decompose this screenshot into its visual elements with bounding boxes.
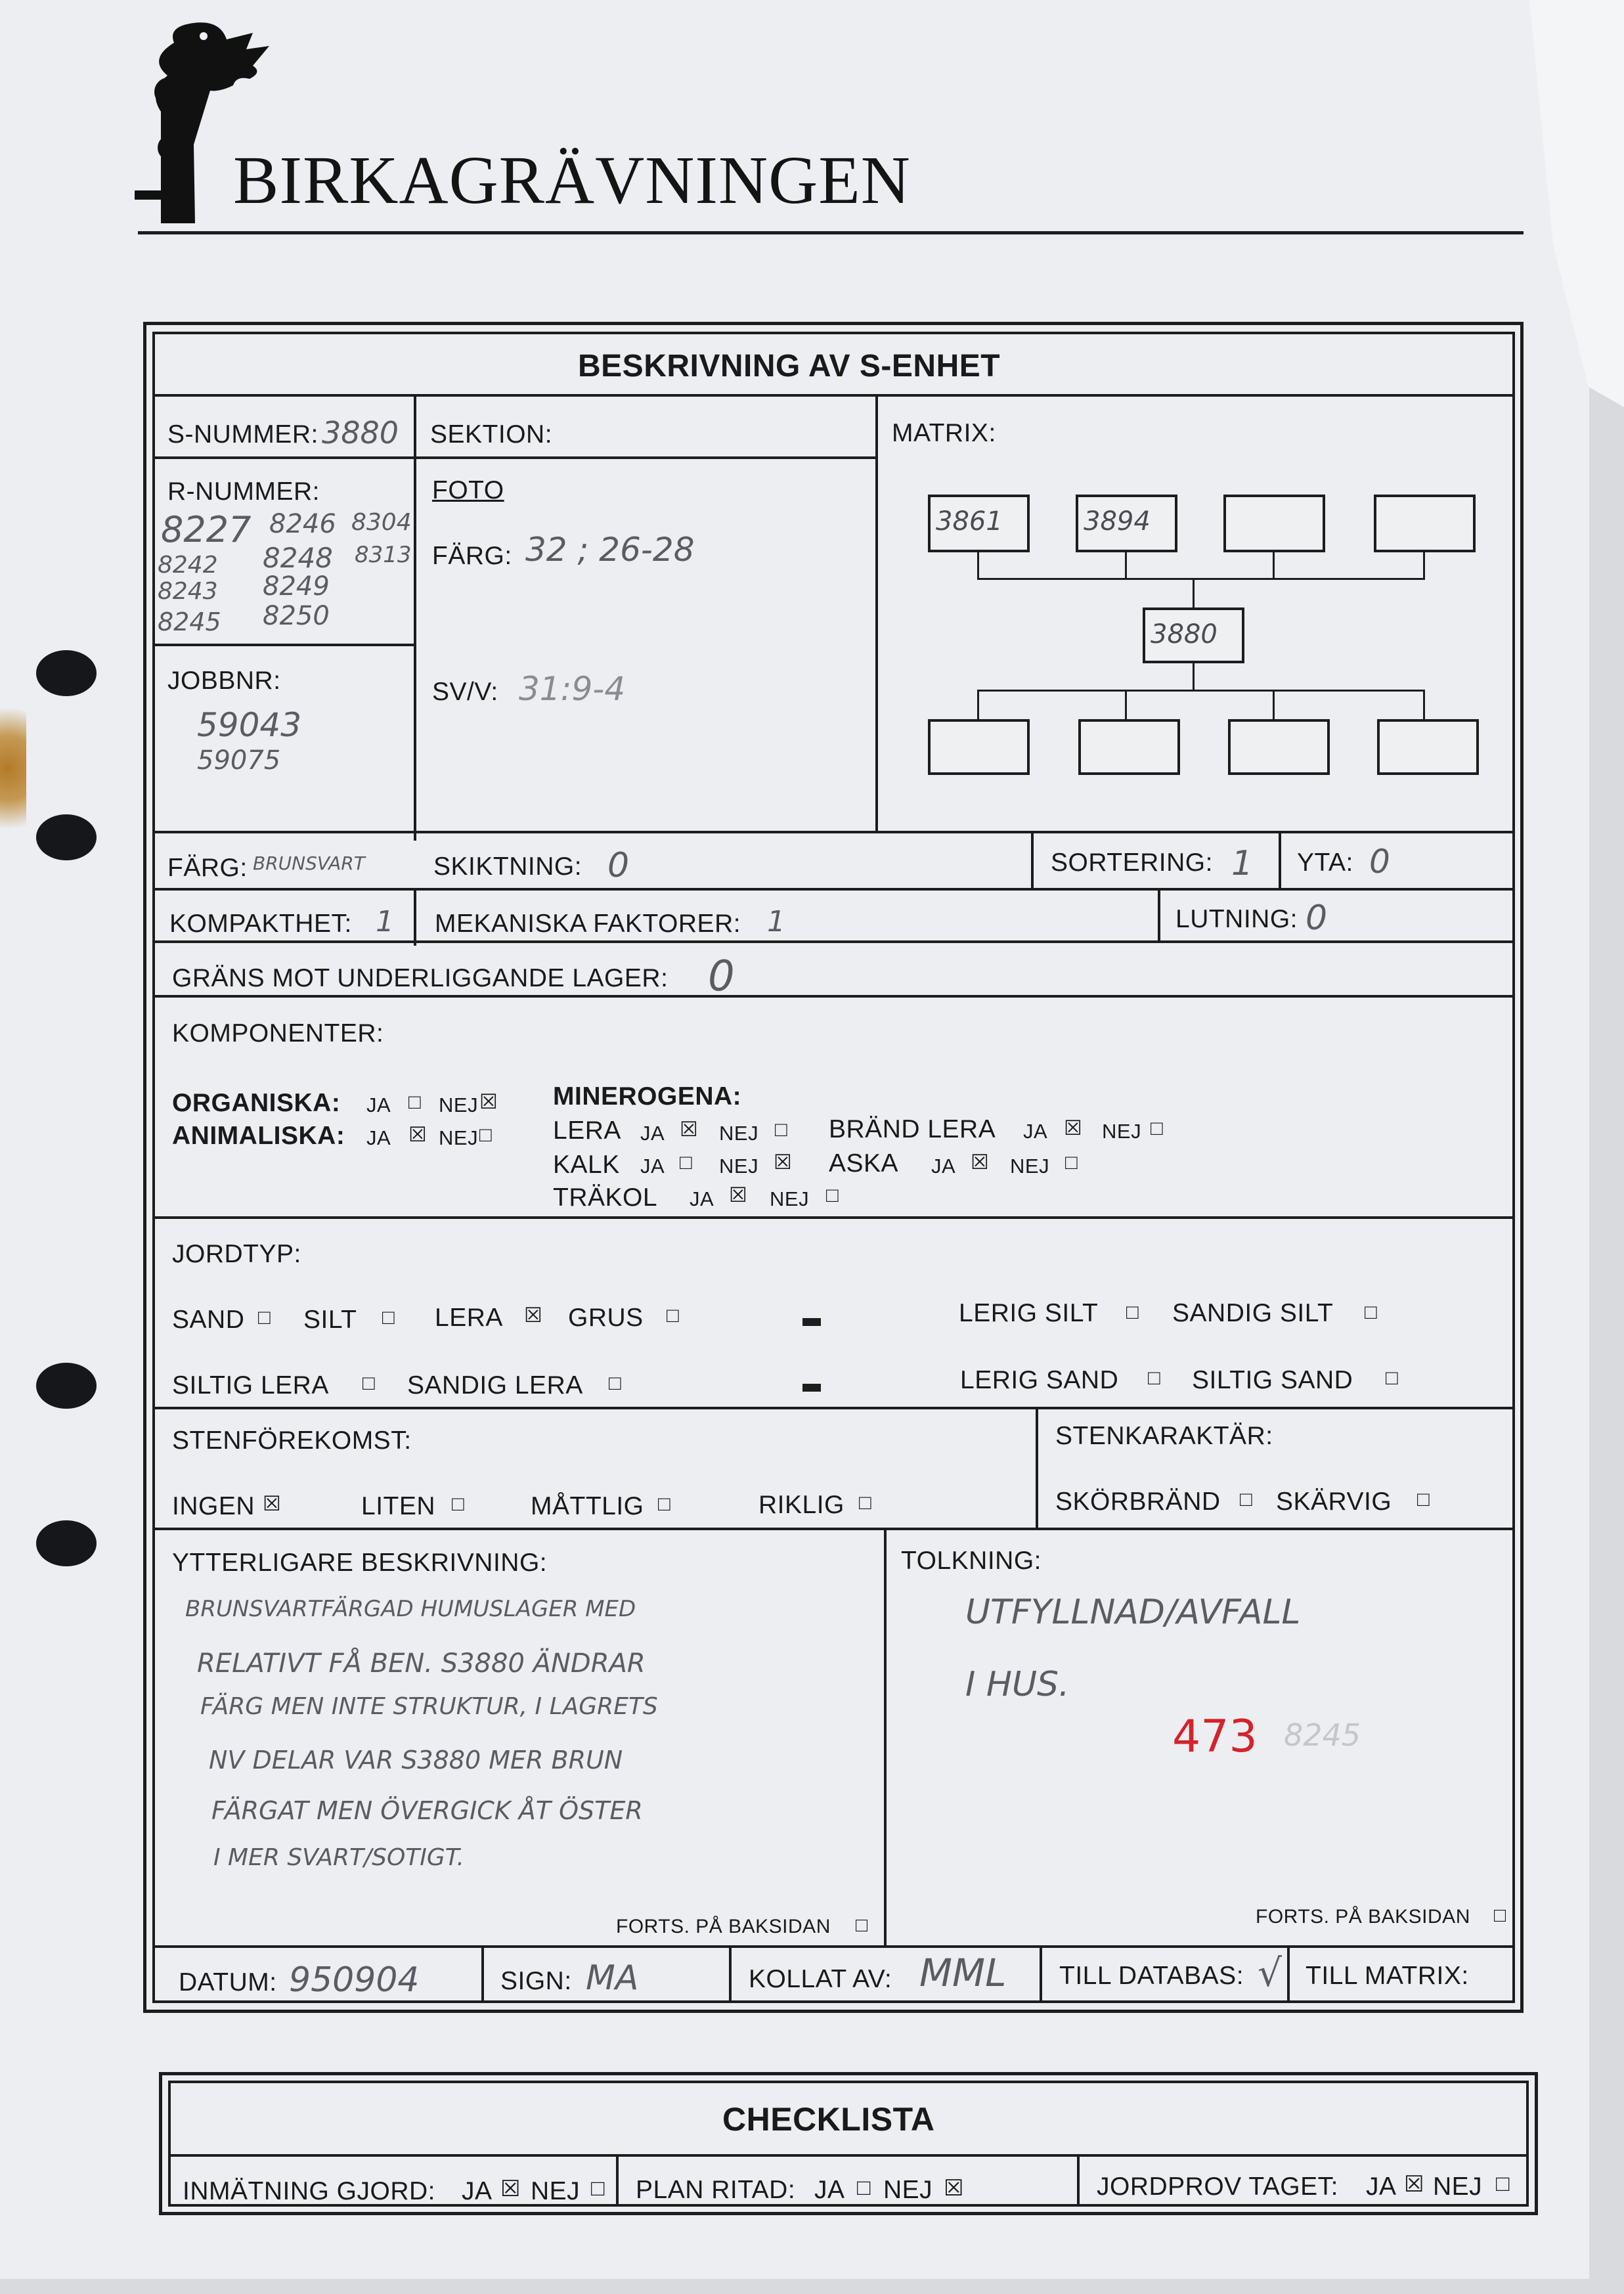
divider bbox=[152, 940, 1515, 943]
kalk-label: KALK bbox=[553, 1151, 620, 1179]
matrix-line bbox=[977, 552, 979, 580]
r-nummer-value[interactable]: 8227 bbox=[161, 509, 252, 550]
checkbox[interactable]: □ bbox=[609, 1371, 622, 1394]
matrix-box-above[interactable]: 3894 bbox=[1076, 495, 1177, 552]
jordtyp-sandig-silt: SANDIG SILT bbox=[1172, 1299, 1334, 1327]
forts-baksidan: FORTS. PÅ BAKSIDAN bbox=[1256, 1906, 1470, 1928]
dash-separator bbox=[802, 1384, 821, 1392]
divider bbox=[1287, 1945, 1290, 2003]
matrix-box-below[interactable] bbox=[1377, 719, 1479, 775]
matrix-box-above[interactable] bbox=[1223, 495, 1325, 552]
r-nummer-value[interactable]: 8248 bbox=[263, 542, 333, 574]
kollat-value[interactable]: MML bbox=[919, 1951, 1007, 1995]
checkbox[interactable]: □ bbox=[1365, 1300, 1378, 1323]
ytterligare-line[interactable]: FÄRG MEN INTE STRUKTUR, I LAGRETS bbox=[200, 1693, 658, 1720]
checkbox-checked[interactable]: ☒ bbox=[408, 1123, 428, 1146]
ytterligare-line[interactable]: BRUNSVARTFÄRGAD HUMUSLAGER MED bbox=[185, 1596, 636, 1622]
svv-label: SV/V: bbox=[432, 678, 498, 706]
jordtyp-siltig-lera: SILTIG LERA bbox=[172, 1371, 329, 1400]
matrix-label: MATRIX: bbox=[892, 419, 996, 447]
sign-label: SIGN: bbox=[500, 1967, 572, 1995]
sten-riklig: RIKLIG bbox=[758, 1491, 845, 1519]
datum-value[interactable]: 950904 bbox=[289, 1960, 420, 2000]
checkbox[interactable]: □ bbox=[1065, 1151, 1078, 1174]
sortering-value[interactable]: 1 bbox=[1231, 844, 1254, 883]
divider bbox=[1158, 888, 1160, 940]
checklista-title: CHECKLISTA bbox=[722, 2101, 935, 2138]
jordtyp-siltig-sand: SILTIG SAND bbox=[1192, 1366, 1353, 1394]
punch-hole bbox=[36, 814, 97, 860]
matrix-line bbox=[977, 690, 979, 719]
sten-ingen: INGEN bbox=[172, 1492, 255, 1520]
divider bbox=[1036, 1407, 1038, 1528]
checkbox[interactable]: □ bbox=[1126, 1300, 1139, 1323]
checkbox[interactable]: □ bbox=[857, 2175, 871, 2200]
lera-label: LERA bbox=[553, 1116, 621, 1145]
jordtyp-lerig-silt: LERIG SILT bbox=[959, 1299, 1099, 1327]
r-nummer-value[interactable]: 8242 bbox=[158, 552, 218, 579]
checkbox-checked[interactable]: ☒ bbox=[944, 2176, 964, 2201]
form-title: BESKRIVNING AV S-ENHET bbox=[578, 349, 1001, 384]
forts-baksidan: FORTS. PÅ BAKSIDAN bbox=[616, 1916, 831, 1937]
checkbox[interactable]: □ bbox=[1494, 1905, 1506, 1926]
matrix-line bbox=[1125, 552, 1127, 580]
r-nummer-value[interactable]: 8249 bbox=[263, 571, 330, 602]
grans-value[interactable]: 0 bbox=[708, 952, 735, 1001]
matrix-line bbox=[1193, 578, 1195, 607]
checkbox[interactable]: □ bbox=[775, 1118, 788, 1141]
punch-hole bbox=[36, 650, 97, 696]
ja-label: JA bbox=[366, 1126, 391, 1149]
matrix-line bbox=[1273, 552, 1275, 580]
datum-label: DATUM: bbox=[179, 1968, 277, 1996]
r-nummer-value[interactable]: 8245 bbox=[158, 607, 221, 636]
s-nummer-value[interactable]: 3880 bbox=[322, 415, 399, 451]
checkbox[interactable]: □ bbox=[680, 1151, 693, 1174]
ytterligare-line[interactable]: NV DELAR VAR S3880 MER BRUN bbox=[209, 1746, 623, 1775]
tolkning-line[interactable]: UTFYLLNAD/AVFALL bbox=[965, 1593, 1301, 1632]
nej-label: NEJ bbox=[531, 2177, 581, 2205]
jordtyp-sand: SAND bbox=[172, 1306, 245, 1334]
matrix-box-center[interactable]: 3880 bbox=[1143, 607, 1244, 663]
s-nummer-label: S-NUMMER: bbox=[167, 420, 318, 449]
aska-label: ASKA bbox=[829, 1149, 899, 1178]
ja-label: JA bbox=[690, 1187, 714, 1210]
checkbox[interactable]: □ bbox=[826, 1183, 839, 1206]
divider bbox=[414, 888, 416, 946]
farg-value[interactable]: BRUNSVART bbox=[253, 852, 365, 874]
checkbox[interactable]: □ bbox=[1417, 1488, 1430, 1511]
stenkaraktar-label: STENKARAKTÄR: bbox=[1055, 1422, 1273, 1450]
divider bbox=[152, 644, 415, 646]
stenforekomst-label: STENFÖREKOMST: bbox=[172, 1426, 412, 1455]
foto-label: FOTO bbox=[432, 476, 504, 504]
matrix-line bbox=[977, 690, 1425, 692]
ja-label: JA bbox=[814, 2176, 845, 2204]
checkbox[interactable]: □ bbox=[452, 1492, 465, 1515]
divider bbox=[875, 394, 878, 831]
checkbox-checked[interactable]: ☒ bbox=[263, 1492, 282, 1515]
divider bbox=[152, 1216, 1515, 1219]
checkbox[interactable]: □ bbox=[1240, 1488, 1253, 1511]
r-nummer-value[interactable]: 8243 bbox=[158, 578, 218, 605]
r-nummer-label: R-NUMMER: bbox=[167, 477, 320, 506]
faint-number: 8245 bbox=[1284, 1717, 1361, 1753]
r-nummer-value[interactable]: 8304 bbox=[351, 509, 412, 536]
checkbox-checked[interactable]: ☒ bbox=[1064, 1116, 1083, 1139]
jordtyp-label: JORDTYP: bbox=[172, 1240, 301, 1268]
skiktning-label: SKIKTNING: bbox=[433, 852, 582, 881]
matrix-box-above[interactable] bbox=[1374, 495, 1476, 552]
ja-label: JA bbox=[1366, 2173, 1397, 2201]
nej-label: NEJ bbox=[1102, 1120, 1142, 1143]
nej-label: NEJ bbox=[770, 1187, 810, 1210]
checkbox[interactable]: □ bbox=[408, 1090, 422, 1113]
matrix-box-below[interactable] bbox=[928, 719, 1030, 775]
checkbox-checked[interactable]: ☒ bbox=[1404, 2172, 1424, 2197]
kollat-label: KOLLAT AV: bbox=[749, 1965, 892, 1993]
checkbox[interactable]: □ bbox=[658, 1492, 671, 1515]
ja-label: JA bbox=[366, 1093, 391, 1116]
skiktning-value[interactable]: 0 bbox=[607, 846, 630, 885]
nej-label: NEJ bbox=[439, 1093, 479, 1116]
checkbox[interactable]: □ bbox=[859, 1491, 872, 1514]
org-title: BIRKAGRÄVNINGEN bbox=[233, 143, 911, 218]
jobbnr-label: JOBBNR: bbox=[167, 667, 281, 695]
nej-label: NEJ bbox=[719, 1155, 759, 1178]
checkbox[interactable]: □ bbox=[1496, 2171, 1510, 2196]
kompakthet-value[interactable]: 1 bbox=[376, 905, 394, 938]
yta-value[interactable]: 0 bbox=[1369, 843, 1390, 881]
r-nummer-value[interactable]: 8313 bbox=[355, 542, 412, 568]
checkbox[interactable]: □ bbox=[362, 1371, 376, 1394]
checkbox[interactable]: □ bbox=[1386, 1366, 1399, 1389]
divider bbox=[1279, 831, 1281, 890]
checkbox-checked[interactable]: ☒ bbox=[500, 2176, 521, 2201]
jordtyp-lerig-sand: LERIG SAND bbox=[960, 1366, 1119, 1394]
sten-liten: LITEN bbox=[361, 1492, 436, 1520]
checkbox-checked[interactable]: ☒ bbox=[971, 1151, 990, 1174]
matrix-box-above[interactable]: 3861 bbox=[928, 495, 1030, 552]
sten-skorbrand: SKÖRBRÄND bbox=[1055, 1488, 1221, 1516]
sten-skarvig: SKÄRVIG bbox=[1276, 1488, 1392, 1516]
ja-label: JA bbox=[931, 1155, 956, 1178]
yta-label: YTA: bbox=[1297, 849, 1353, 877]
animaliska-label: ANIMALISKA: bbox=[172, 1122, 345, 1150]
jordprov-label: JORDPROV TAGET: bbox=[1097, 2173, 1338, 2201]
farg-foto-label: FÄRG: bbox=[432, 542, 512, 570]
trakol-label: TRÄKOL bbox=[553, 1183, 658, 1212]
grans-label: GRÄNS MOT UNDERLIGGANDE LAGER: bbox=[172, 964, 669, 992]
kompakthet-label: KOMPAKTHET: bbox=[169, 910, 352, 938]
jordtyp-sandig-lera: SANDIG LERA bbox=[407, 1371, 583, 1400]
nej-label: NEJ bbox=[439, 1126, 479, 1149]
ytterligare-line[interactable]: FÄRGAT MEN ÖVERGICK ÅT ÖSTER bbox=[211, 1796, 643, 1825]
divider bbox=[1040, 1945, 1042, 2003]
jordtyp-silt: SILT bbox=[303, 1306, 357, 1334]
divider bbox=[616, 2154, 619, 2207]
divider bbox=[414, 394, 416, 841]
checkbox-checked[interactable]: ☒ bbox=[729, 1183, 748, 1206]
divider bbox=[1077, 2154, 1080, 2207]
farg-foto-value[interactable]: 32 ; 26-28 bbox=[525, 531, 695, 569]
tolkning-line[interactable]: I HUS. bbox=[965, 1665, 1070, 1704]
jobbnr-value[interactable]: 59043 bbox=[197, 706, 302, 744]
dash-separator bbox=[802, 1318, 821, 1326]
sektion-label: SEKTION: bbox=[430, 420, 553, 449]
divider bbox=[152, 1528, 1515, 1530]
divider bbox=[481, 1945, 484, 2003]
checkbox[interactable]: □ bbox=[382, 1306, 395, 1329]
divider bbox=[152, 394, 1515, 397]
header-rule bbox=[138, 231, 1524, 234]
till-matrix-label: TILL MATRIX: bbox=[1306, 1962, 1469, 1990]
rust-stain bbox=[0, 690, 26, 847]
sign-value[interactable]: MA bbox=[586, 1958, 639, 1998]
divider bbox=[152, 1407, 1515, 1409]
matrix-line bbox=[1125, 690, 1127, 719]
ja-label: JA bbox=[640, 1155, 665, 1178]
matrix-line bbox=[1423, 552, 1425, 580]
brand-lera-label: BRÄND LERA bbox=[829, 1115, 996, 1143]
nej-label: NEJ bbox=[719, 1122, 759, 1145]
checkbox-checked[interactable]: ☒ bbox=[774, 1151, 793, 1174]
jobbnr-value[interactable]: 59075 bbox=[197, 745, 281, 776]
organiska-label: ORGANISKA: bbox=[172, 1089, 341, 1117]
jordtyp-grus: GRUS bbox=[568, 1304, 644, 1332]
mekaniska-value[interactable]: 1 bbox=[767, 905, 785, 938]
checkbox[interactable]: □ bbox=[856, 1914, 868, 1936]
ja-label: JA bbox=[640, 1122, 665, 1145]
mekaniska-label: MEKANISKA FAKTORER: bbox=[435, 910, 741, 938]
lutning-value[interactable]: 0 bbox=[1306, 898, 1328, 938]
matrix-line bbox=[1273, 690, 1275, 719]
checkbox[interactable]: □ bbox=[591, 2176, 605, 2201]
nej-label: NEJ bbox=[883, 2176, 933, 2204]
matrix-box-below[interactable] bbox=[1228, 719, 1330, 775]
sortering-label: SORTERING: bbox=[1051, 849, 1213, 877]
matrix-line bbox=[1423, 690, 1425, 719]
checkbox[interactable]: □ bbox=[1151, 1116, 1164, 1139]
till-databas-check[interactable]: √ bbox=[1258, 1951, 1282, 1995]
plan-label: PLAN RITAD: bbox=[636, 2176, 796, 2204]
sten-mattlig: MÅTTLIG bbox=[531, 1492, 644, 1520]
nej-label: NEJ bbox=[1433, 2173, 1483, 2201]
divider bbox=[152, 1945, 1515, 1948]
checkbox[interactable]: □ bbox=[479, 1123, 493, 1146]
r-nummer-value[interactable]: 8246 bbox=[269, 509, 336, 539]
matrix-line bbox=[1193, 663, 1195, 691]
divider bbox=[152, 888, 1515, 891]
ytterligare-line[interactable]: RELATIVT FÅ BEN. S3880 ÄNDRAR bbox=[197, 1648, 646, 1679]
matrix-line bbox=[977, 578, 1425, 580]
checkbox-checked[interactable]: ☒ bbox=[680, 1118, 699, 1141]
punch-hole bbox=[36, 1520, 97, 1566]
divider bbox=[152, 831, 1515, 833]
tolkning-label: TOLKNING: bbox=[901, 1547, 1042, 1575]
minerogena-label: MINEROGENA: bbox=[553, 1082, 742, 1111]
divider bbox=[1031, 831, 1034, 890]
ytterligare-label: YTTERLIGARE BESKRIVNING: bbox=[172, 1549, 548, 1577]
punch-hole bbox=[36, 1363, 97, 1409]
checkbox[interactable]: □ bbox=[1148, 1366, 1161, 1389]
divider bbox=[729, 1945, 732, 2003]
till-databas-label: TILL DATABAS: bbox=[1059, 1962, 1244, 1990]
divider bbox=[884, 1528, 887, 1947]
ja-label: JA bbox=[1023, 1120, 1048, 1143]
matrix-box-below[interactable] bbox=[1078, 719, 1180, 775]
divider bbox=[168, 2154, 1529, 2157]
lutning-label: LUTNING: bbox=[1175, 905, 1298, 933]
checkbox[interactable]: □ bbox=[258, 1306, 271, 1329]
divider bbox=[152, 456, 875, 459]
checkbox-checked[interactable]: ☒ bbox=[479, 1090, 498, 1113]
farg-label: FÄRG: bbox=[167, 854, 248, 882]
svv-value[interactable]: 31:9-4 bbox=[519, 670, 626, 708]
inmatning-label: INMÄTNING GJORD: bbox=[183, 2177, 435, 2205]
ja-label: JA bbox=[462, 2177, 493, 2205]
komponenter-label: KOMPONENTER: bbox=[172, 1019, 384, 1048]
ytterligare-line[interactable]: I MER SVART/SOTIGT. bbox=[213, 1844, 464, 1871]
r-nummer-value[interactable]: 8250 bbox=[263, 601, 330, 631]
divider bbox=[152, 995, 1515, 998]
checkbox[interactable]: □ bbox=[667, 1304, 680, 1327]
checkbox-checked[interactable]: ☒ bbox=[524, 1304, 543, 1327]
red-number: 473 bbox=[1172, 1711, 1258, 1763]
jordtyp-lera: LERA bbox=[435, 1304, 503, 1332]
nej-label: NEJ bbox=[1010, 1155, 1050, 1178]
